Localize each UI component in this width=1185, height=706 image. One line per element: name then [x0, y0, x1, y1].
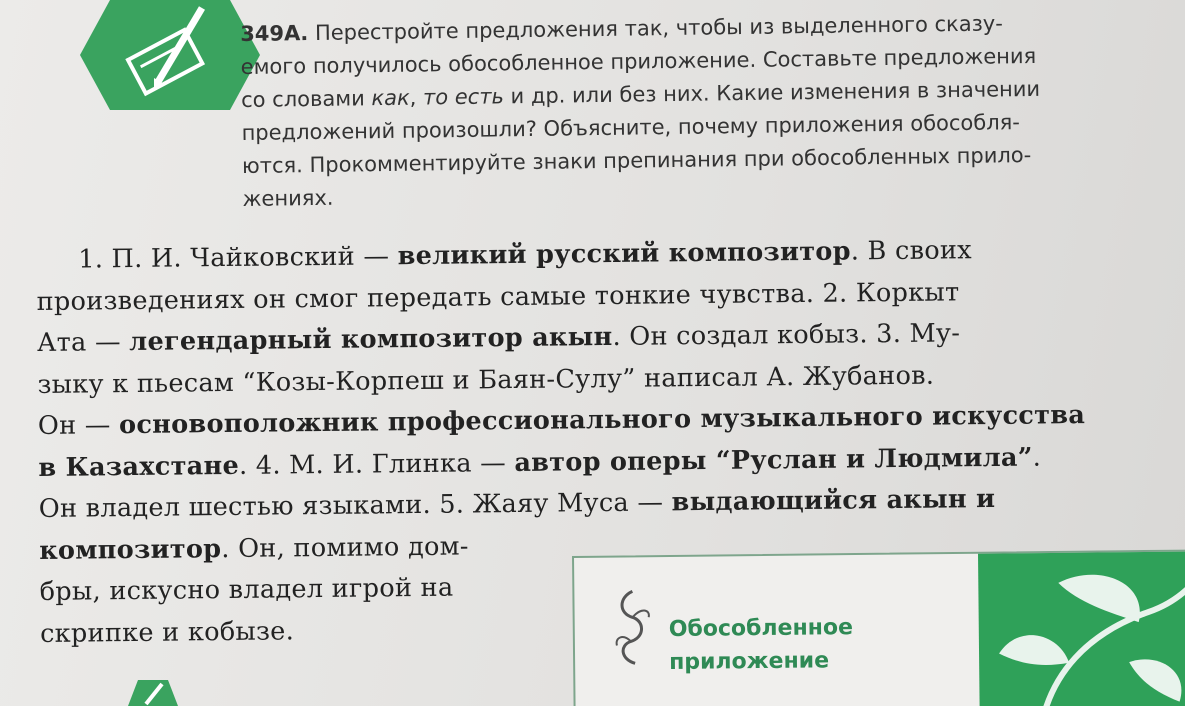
text-line: Он — основоположник профессионального музыкального искусства [37, 400, 1086, 441]
exercise-instruction [240, 5, 1143, 216]
highlighted-predicate: выдающийся акын и [671, 483, 996, 518]
instruction-line: ются. Прокомментируйте знаки препинания при обособленных прило- [241, 142, 1032, 178]
highlighted-predicate: легендарный композитор акын [129, 321, 613, 358]
text-line: Он владел шестью языками. 5. Жаяу Муса — выдающийся акын и [38, 483, 996, 524]
exercise-number: 349А. [240, 21, 309, 46]
instruction-line: предложений произошли? Объясните, почему приложения обособля- [241, 110, 1021, 145]
text-line: композитор. Он, помимо дом- [39, 530, 469, 566]
italic-kak: как [371, 85, 410, 111]
rule-title: Обособленное приложение [668, 615, 854, 675]
text-line: произведениях он смог передать самые тонкие чувства. 2. Коркыт [36, 276, 960, 317]
highlighted-predicate: композитор [39, 533, 222, 566]
italic-to-est: то есть [422, 84, 505, 110]
text-line: скрипке и кобызе. [39, 615, 295, 649]
leaf-icon [978, 551, 1185, 706]
text-line: 1. П. И. Чайковский — великий русский композитор. В своих [78, 235, 973, 275]
instruction-line: со словами как, то есть и др. или без них. Какие изменения в значении [240, 76, 1041, 112]
highlighted-predicate: основоположник профессионального музыкального искусства [118, 400, 1086, 441]
flourish-icon [610, 587, 655, 667]
pencil-icon [128, 680, 178, 706]
highlighted-predicate: автор оперы “Руслан и Людмила” [514, 442, 1033, 478]
instruction-line: емого получилось обособленное приложение. Составьте предложения [240, 43, 1037, 79]
highlighted-predicate: в Казахстане [38, 450, 240, 483]
text-line: в Казахстане. 4. М. И. Глинка — автор оперы “Руслан и Людмила”. [38, 441, 1042, 483]
text-line: Ата — легендарный композитор акын. Он создал кобыз. 3. Му- [36, 318, 961, 358]
instruction-line: Перестройте предложения так, чтобы из выделенного сказу- [314, 11, 1003, 45]
text-line: зыку к пьесам “Козы-Корпеш и Баян-Сулу” написал А. Жубанов. [37, 360, 935, 400]
highlighted-predicate: великий русский композитор [397, 236, 851, 272]
leaf-panel [978, 551, 1185, 706]
text-line: бры, искусно владел игрой на [39, 572, 454, 607]
rule-box [572, 549, 1185, 706]
instruction-line: жениях. [242, 185, 334, 211]
